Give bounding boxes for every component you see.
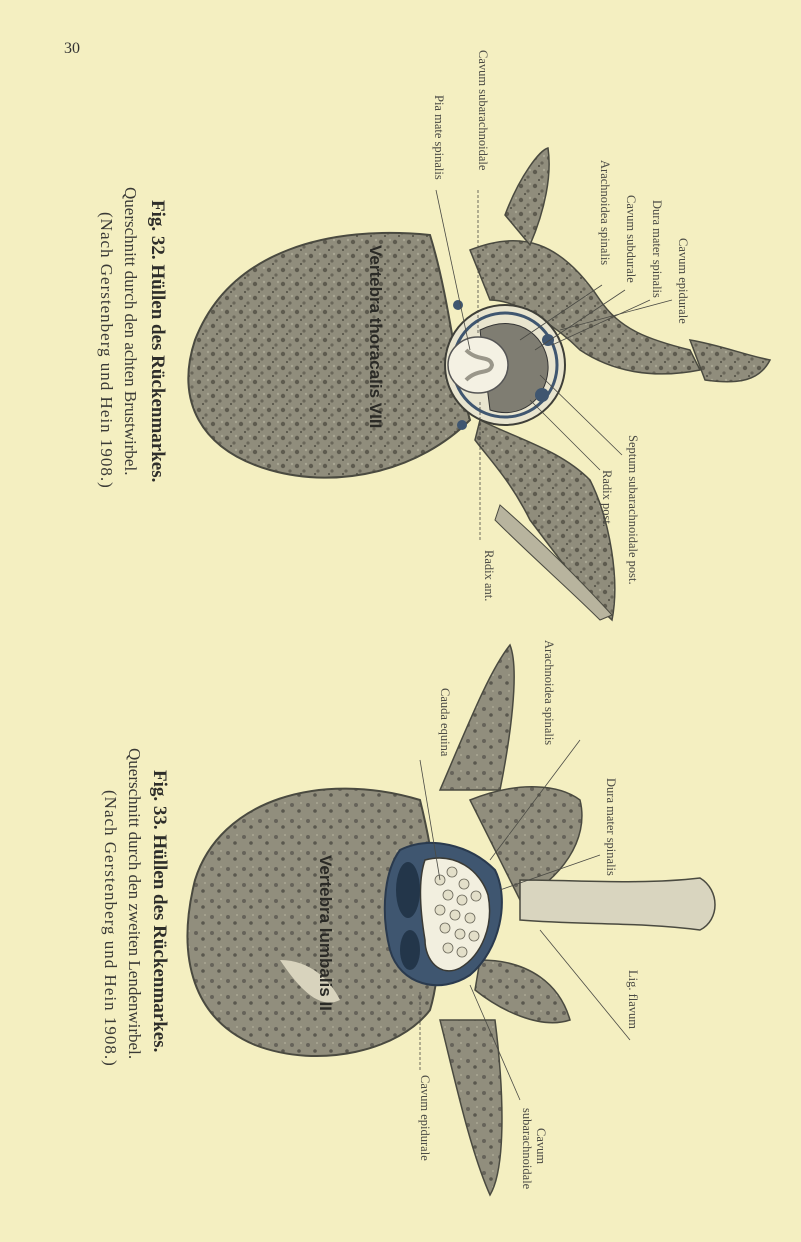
- label-septum: Septum subarachnoidale post.: [626, 435, 640, 585]
- label-cavum-subarachnoidale: Cavum subarachnoidale: [476, 50, 490, 171]
- vessel-dark: [400, 930, 420, 970]
- label-cauda-equina: Cauda equina: [438, 688, 452, 757]
- label-arachnoidea-33: Arachnoidea spinalis: [542, 640, 556, 746]
- label-radix-ant: Radix ant.: [482, 550, 496, 602]
- label-lig-flavum: Lig. flavum: [626, 970, 640, 1030]
- figure-33-source: (Nach Gerstenberg und Hein 1908.): [101, 790, 120, 1067]
- vertebra-thoracalis-label: Vertebra thoracalis VIII: [366, 245, 385, 429]
- figure-33-title: Fig. 33. Hüllen des Rückenmarkes.: [149, 770, 170, 1053]
- label-cavum-subdurale: Cavum subdurale: [624, 195, 638, 283]
- spinous-process-l2: [520, 878, 715, 930]
- vertebra-lumbalis-label: Vertebra lumbalis II: [316, 855, 335, 1011]
- label-cavum-sub-2: subarachnoidale: [520, 1108, 534, 1190]
- figure-33-caption: Querschnitt durch den zweiten Lendenwirbel.: [125, 748, 144, 1060]
- figure-32-source: (Nach Gerstenberg und Hein 1908.): [97, 212, 116, 489]
- label-pia-mater: Pia mate spinalis: [432, 95, 446, 180]
- label-arachnoidea-32: Arachnoidea spinalis: [598, 160, 612, 266]
- label-cavum-epidurale: Cavum epidurale: [676, 238, 690, 324]
- vessel-dark: [396, 862, 420, 918]
- figure-32-title: Fig. 32. Hüllen des Rückenmarkes.: [147, 200, 168, 483]
- figure-32-caption: Querschnitt durch den achten Brustwirbel.: [121, 187, 140, 476]
- lamina-lower: [475, 960, 570, 1023]
- label-dura-mater: Dura mater spinalis: [650, 200, 664, 298]
- label-cavum-epidurale-33: Cavum epidurale: [418, 1075, 432, 1161]
- label-cavum-sub-1: Cavum: [534, 1128, 548, 1165]
- page-number: 30: [64, 40, 80, 57]
- transverse-process-lower: [440, 1020, 502, 1195]
- label-radix-post: Radix post.: [600, 470, 614, 527]
- label-dura-mater-33: Dura mater spinalis: [604, 778, 618, 876]
